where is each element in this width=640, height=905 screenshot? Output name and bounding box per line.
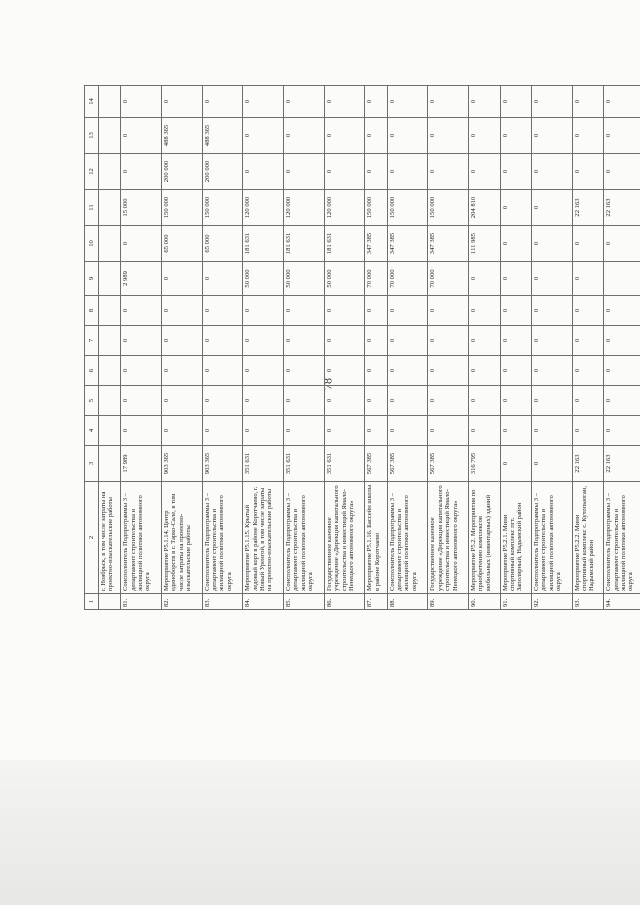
value-cell: 0: [387, 326, 428, 356]
row-number: 82.: [161, 594, 202, 610]
value-cell: 0: [500, 386, 531, 416]
value-cell: 181 631: [324, 226, 365, 262]
value-cell: 903 365: [161, 446, 202, 482]
value-cell: 0: [161, 416, 202, 446]
table-row: [161, 86, 202, 610]
value-cell: 0: [604, 86, 640, 118]
column-header-5: 5: [85, 386, 99, 416]
value-cell: 0: [202, 416, 243, 446]
value-cell: 0: [284, 326, 325, 356]
value-cell: 351 631: [243, 446, 284, 482]
value-cell: 0: [604, 416, 640, 446]
value-cell: 0: [121, 86, 162, 118]
table-header-row: [85, 86, 99, 610]
value-cell: 0: [324, 154, 365, 190]
row-number: 92.: [532, 594, 573, 610]
value-cell: 0: [469, 262, 500, 296]
value-cell: 488 365: [161, 118, 202, 154]
value-cell: 50 000: [284, 262, 325, 296]
value-cell: 150 000: [202, 190, 243, 226]
value-cell: 65 000: [161, 226, 202, 262]
value-cell: 0: [604, 386, 640, 416]
value-cell: 0: [243, 386, 284, 416]
value-cell: 351 631: [324, 446, 365, 482]
row-description: Мероприятие Р5.1.14. Центр единоборств в г. Тарко-Сале, в том числе затраты на проектно-изыскательские работы: [161, 482, 202, 594]
value-cell: 0: [284, 356, 325, 386]
value-cell: 0: [500, 296, 531, 326]
value-cell: 120 000: [243, 190, 284, 226]
value-cell: 70 000: [428, 262, 469, 296]
value-cell: 0: [202, 296, 243, 326]
value-cell: 351 631: [284, 446, 325, 482]
value-cell: 0: [469, 326, 500, 356]
value-cell: 0: [428, 86, 469, 118]
table-row: [387, 86, 428, 610]
value-cell: 0: [387, 416, 428, 446]
value-cell: 0: [161, 326, 202, 356]
column-header-13: 13: [85, 118, 99, 154]
value-cell: 316 795: [469, 446, 500, 482]
value-cell: 0: [202, 262, 243, 296]
value-cell: 567 385: [365, 446, 387, 482]
table-row: [99, 86, 121, 610]
value-cell: 0: [500, 326, 531, 356]
row-number: 88.: [387, 594, 428, 610]
table-row: [121, 86, 162, 610]
table-row: [202, 86, 243, 610]
value-cell: 0: [365, 326, 387, 356]
value-cell: 0: [365, 154, 387, 190]
value-cell: 0: [243, 356, 284, 386]
value-cell: 200 000: [202, 154, 243, 190]
value-cell: 0: [604, 326, 640, 356]
budget-table: [84, 85, 640, 610]
value-cell: [99, 118, 121, 154]
column-header-8: 8: [85, 296, 99, 326]
table-row: [500, 86, 531, 610]
value-cell: 50 000: [243, 262, 284, 296]
row-number: 93.: [572, 594, 603, 610]
value-cell: 0: [121, 386, 162, 416]
value-cell: 0: [284, 416, 325, 446]
value-cell: 0: [243, 118, 284, 154]
value-cell: 0: [202, 356, 243, 386]
row-description: Мероприятие Р5.2.1. Мини спортивный комплекс пгт. Заполярный, Надымский район: [500, 482, 531, 594]
value-cell: 0: [532, 446, 573, 482]
value-cell: 2 989: [121, 262, 162, 296]
value-cell: 0: [202, 386, 243, 416]
page-bottom-margin: [0, 760, 640, 905]
value-cell: 0: [500, 446, 531, 482]
value-cell: 0: [604, 226, 640, 262]
value-cell: 0: [469, 386, 500, 416]
value-cell: [99, 86, 121, 118]
value-cell: 0: [243, 86, 284, 118]
value-cell: [99, 326, 121, 356]
value-cell: 0: [428, 386, 469, 416]
value-cell: 0: [532, 190, 573, 226]
table-row: [284, 86, 325, 610]
page-number: 78: [320, 378, 335, 390]
value-cell: 0: [469, 86, 500, 118]
value-cell: 0: [572, 86, 603, 118]
value-cell: 0: [469, 296, 500, 326]
value-cell: 0: [324, 386, 365, 416]
value-cell: 0: [572, 154, 603, 190]
value-cell: 0: [387, 154, 428, 190]
row-description: Мероприятие Р5.2.2. Мини спортивный комплекс с. Кутопьюган, Надымский район: [572, 482, 603, 594]
rotated-table-area: [84, 49, 640, 607]
value-cell: 0: [284, 386, 325, 416]
value-cell: 347 385: [428, 226, 469, 262]
value-cell: 70 000: [387, 262, 428, 296]
value-cell: 204 810: [469, 190, 500, 226]
budget-table-container: [84, 86, 640, 610]
row-description: Соисполнитель Подпрограммы 3 – департамент строительства и жилищной политики автономного округа: [284, 482, 325, 594]
value-cell: 70 000: [365, 262, 387, 296]
value-cell: 150 000: [428, 190, 469, 226]
value-cell: [99, 262, 121, 296]
value-cell: 0: [572, 226, 603, 262]
value-cell: 0: [500, 190, 531, 226]
value-cell: 150 000: [365, 190, 387, 226]
value-cell: [99, 226, 121, 262]
row-description: Соисполнитель Подпрограммы 3 – департамент строительства и жилищной политики автономного округа: [604, 482, 640, 594]
value-cell: 347 385: [387, 226, 428, 262]
value-cell: 0: [161, 262, 202, 296]
value-cell: 0: [469, 118, 500, 154]
value-cell: 0: [324, 118, 365, 154]
column-header-12: 12: [85, 154, 99, 190]
row-number: 83.: [202, 594, 243, 610]
value-cell: 0: [121, 416, 162, 446]
value-cell: 0: [365, 416, 387, 446]
value-cell: 0: [572, 416, 603, 446]
value-cell: [99, 386, 121, 416]
value-cell: 0: [532, 416, 573, 446]
table-row: [604, 86, 640, 610]
row-number: 81.: [121, 594, 162, 610]
value-cell: 0: [532, 262, 573, 296]
value-cell: 0: [428, 118, 469, 154]
value-cell: 0: [572, 356, 603, 386]
value-cell: 488 365: [202, 118, 243, 154]
value-cell: 0: [161, 296, 202, 326]
value-cell: 0: [532, 296, 573, 326]
value-cell: 181 631: [284, 226, 325, 262]
value-cell: [99, 296, 121, 326]
table-row: [532, 86, 573, 610]
column-header-14: 14: [85, 86, 99, 118]
column-header-10: 10: [85, 226, 99, 262]
value-cell: 0: [324, 356, 365, 386]
column-header-7: 7: [85, 326, 99, 356]
value-cell: [99, 446, 121, 482]
value-cell: 0: [365, 296, 387, 326]
table-row: [572, 86, 603, 610]
value-cell: 0: [387, 356, 428, 386]
value-cell: 0: [121, 326, 162, 356]
value-cell: 0: [121, 356, 162, 386]
value-cell: 0: [604, 154, 640, 190]
value-cell: [99, 416, 121, 446]
value-cell: 65 000: [202, 226, 243, 262]
value-cell: 22 163: [572, 190, 603, 226]
value-cell: 0: [469, 416, 500, 446]
row-number: 89.: [428, 594, 469, 610]
value-cell: [604, 262, 640, 296]
column-header-11: 11: [85, 190, 99, 226]
value-cell: 0: [572, 386, 603, 416]
value-cell: 0: [532, 154, 573, 190]
value-cell: 0: [365, 356, 387, 386]
row-number: 84.: [243, 594, 284, 610]
value-cell: 200 000: [161, 154, 202, 190]
value-cell: 0: [387, 86, 428, 118]
value-cell: 150 000: [387, 190, 428, 226]
value-cell: 0: [532, 386, 573, 416]
value-cell: 0: [324, 296, 365, 326]
value-cell: 0: [572, 326, 603, 356]
column-header-3: 3: [85, 446, 99, 482]
value-cell: 0: [387, 296, 428, 326]
row-description: Соисполнитель Подпрограммы 3 – департамент строительства и жилищной политики автономного округа: [387, 482, 428, 594]
row-description: Государственное казенное учреждение «Дирекция капитального строительства и инвестиций Ямало-Ненецкого автономного округа»: [428, 482, 469, 594]
value-cell: 0: [604, 356, 640, 386]
value-cell: 0: [428, 356, 469, 386]
table-row: [243, 86, 284, 610]
table-row: [324, 86, 365, 610]
value-cell: 0: [428, 154, 469, 190]
value-cell: 0: [500, 356, 531, 386]
value-cell: 0: [121, 154, 162, 190]
value-cell: 0: [532, 86, 573, 118]
value-cell: 0: [324, 416, 365, 446]
value-cell: [99, 190, 121, 226]
value-cell: 0: [532, 118, 573, 154]
value-cell: 0: [121, 226, 162, 262]
value-cell: 0: [365, 86, 387, 118]
value-cell: 567 385: [387, 446, 428, 482]
value-cell: 0: [121, 296, 162, 326]
value-cell: 0: [500, 226, 531, 262]
value-cell: 0: [532, 326, 573, 356]
row-number: 90.: [469, 594, 500, 610]
value-cell: 0: [284, 86, 325, 118]
value-cell: 0: [469, 356, 500, 386]
value-cell: 0: [500, 86, 531, 118]
value-cell: 0: [500, 262, 531, 296]
value-cell: 0: [161, 386, 202, 416]
value-cell: 0: [284, 154, 325, 190]
value-cell: 150 000: [161, 190, 202, 226]
value-cell: 347 385: [365, 226, 387, 262]
row-description: Мероприятие Р5.1.15. Крытый ледовый корт в районе Коротчаево, г. Новый Уренгой, в том числе затраты на проектно-изыскательские работы: [243, 482, 284, 594]
row-description: Мероприятие Р5.1.16. Бассейн школы в районе Коротчаево: [365, 482, 387, 594]
table-body: [99, 86, 640, 610]
row-description: Соисполнитель Подпрограммы 3 – департамент строительства и жилищной политики автономного округа: [532, 482, 573, 594]
row-number: 87.: [365, 594, 387, 610]
value-cell: 0: [469, 154, 500, 190]
row-description: Мероприятие Р5.2. Мероприятия по приобретению комплексов мобильных (инвентарных) зданий: [469, 482, 500, 594]
value-cell: 22 163: [604, 190, 640, 226]
value-cell: 0: [202, 326, 243, 356]
row-description: Государственное казенное учреждение «Дирекция капитального строительства и инвестиций Ямало-Ненецкого автономного округа»: [324, 482, 365, 594]
value-cell: 0: [387, 118, 428, 154]
value-cell: 0: [243, 296, 284, 326]
value-cell: 0: [572, 296, 603, 326]
column-header-2: 2: [85, 482, 99, 594]
table-row: [469, 86, 500, 610]
value-cell: 0: [324, 86, 365, 118]
column-header-9: 9: [85, 262, 99, 296]
value-cell: 0: [500, 118, 531, 154]
value-cell: 0: [161, 356, 202, 386]
value-cell: 0: [161, 86, 202, 118]
value-cell: 0: [572, 262, 603, 296]
value-cell: 17 989: [121, 446, 162, 482]
value-cell: 111 985: [469, 226, 500, 262]
value-cell: 0: [500, 154, 531, 190]
value-cell: 50 000: [324, 262, 365, 296]
row-number: 85.: [284, 594, 325, 610]
column-header-6: 6: [85, 356, 99, 386]
value-cell: 120 000: [284, 190, 325, 226]
value-cell: 0: [365, 118, 387, 154]
value-cell: 0: [365, 386, 387, 416]
value-cell: 0: [243, 326, 284, 356]
value-cell: 15 000: [121, 190, 162, 226]
value-cell: 120 000: [324, 190, 365, 226]
table-row: [428, 86, 469, 610]
value-cell: 0: [121, 118, 162, 154]
value-cell: 0: [284, 118, 325, 154]
row-number: [99, 594, 121, 610]
value-cell: 567 385: [428, 446, 469, 482]
value-cell: 0: [532, 226, 573, 262]
value-cell: 0: [428, 416, 469, 446]
row-description: Соисполнитель Подпрограммы 3 – департамент строительства и жилищной политики автономного округа: [202, 482, 243, 594]
value-cell: 22 163: [604, 446, 640, 482]
row-number: 91.: [500, 594, 531, 610]
row-description: г. Ноябрьск, в том числе затраты на проектно-изыскательские работы: [99, 482, 121, 594]
value-cell: 0: [243, 154, 284, 190]
value-cell: 181 631: [243, 226, 284, 262]
value-cell: 0: [572, 118, 603, 154]
value-cell: 0: [243, 416, 284, 446]
value-cell: 0: [604, 296, 640, 326]
table-row: [365, 86, 387, 610]
value-cell: 903 365: [202, 446, 243, 482]
column-header-1: 1: [85, 594, 99, 610]
row-number: 94.: [604, 594, 640, 610]
value-cell: [99, 154, 121, 190]
row-description: Соисполнитель Подпрограммы 3 – департамент строительства и жилищной политики автономного округа: [121, 482, 162, 594]
value-cell: 0: [532, 356, 573, 386]
value-cell: 0: [428, 296, 469, 326]
value-cell: [99, 356, 121, 386]
value-cell: 0: [202, 86, 243, 118]
value-cell: 0: [428, 326, 469, 356]
column-header-4: 4: [85, 416, 99, 446]
value-cell: 22 163: [572, 446, 603, 482]
value-cell: 0: [284, 296, 325, 326]
value-cell: 0: [500, 416, 531, 446]
row-number: 86.: [324, 594, 365, 610]
value-cell: 0: [387, 386, 428, 416]
value-cell: 0: [324, 326, 365, 356]
value-cell: 0: [604, 118, 640, 154]
